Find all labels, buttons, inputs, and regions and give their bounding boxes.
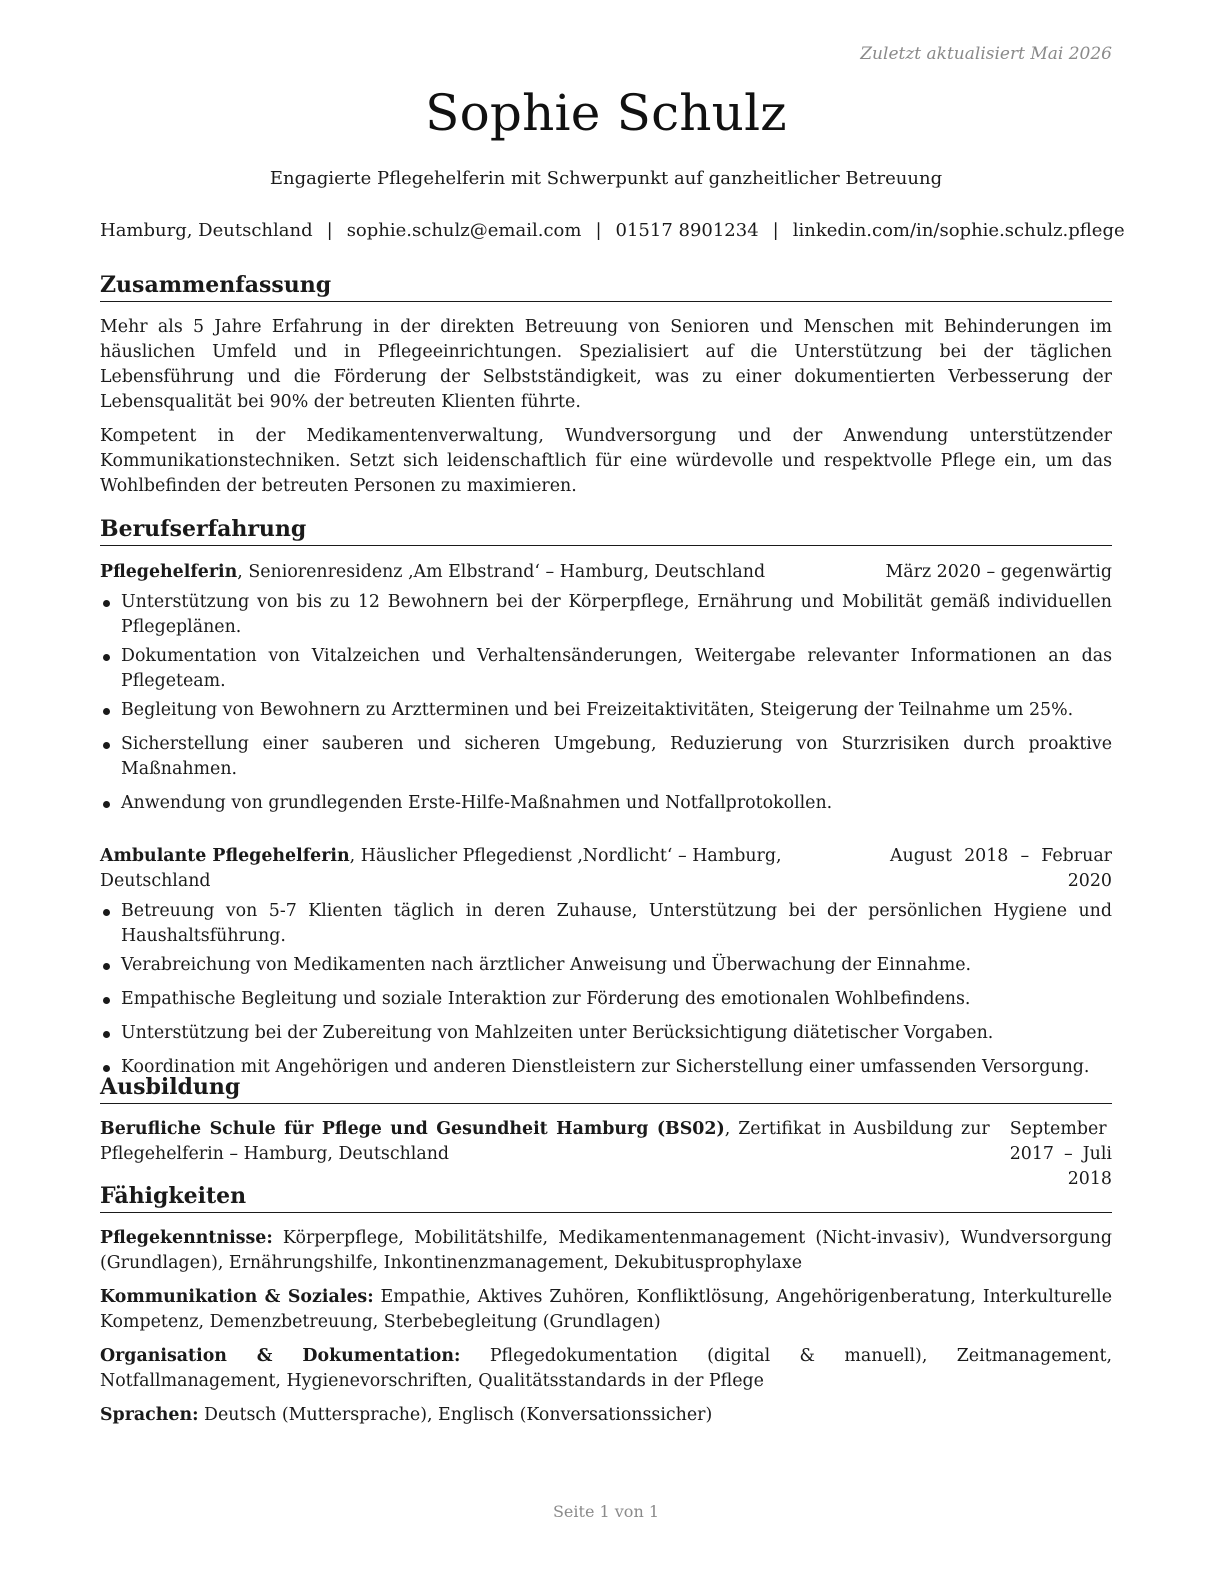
contact-linkedin-link[interactable]: linkedin.com/in/sophie.schulz.pflege [792, 220, 1125, 241]
job-role: Pflegehelferin [100, 562, 238, 582]
summary-section [100, 271, 1112, 499]
job-bullet-list [100, 899, 1112, 1080]
summary-paragraph: Mehr als 5 Jahre Erfahrung in der direkten Betreuung von Senioren und Menschen mit Behinderungen im häuslichen Umfeld und in Pflegeeinrichtungen. Spezialisiert auf die Unterstützung bei der täglichen Lebensführung und die Förderung der Selbstständigkeit, was zu einer dokumentierten Verbesserung der Lebensqualität bei 90% der betreuten Klienten führte. [100, 317, 1112, 412]
skill-group [100, 1226, 1112, 1276]
skill-group-label: Pflegekenntnisse: [100, 1228, 273, 1248]
job-bullet: Anwendung von grundlegenden Erste-Hilfe-Maßnahmen und Notfallprotokollen. [100, 791, 1112, 816]
last-updated-note: Zuletzt aktualisiert Mai 2026 [860, 44, 1112, 64]
contact-separator: | [595, 220, 602, 241]
job-bullet: Begleitung von Bewohnern zu Arztterminen und bei Freizeitaktivitäten, Steigerung der Teilnahme um 25%. [100, 698, 1112, 723]
contact-location: Hamburg, Deutschland [100, 220, 313, 241]
job-header [100, 560, 1112, 585]
job-dates: März 2020 – gegenwärtig [885, 562, 1112, 582]
skill-group [100, 1403, 1112, 1428]
skill-group-label: Sprachen: [100, 1405, 199, 1425]
job-bullet: Verabreichung von Medikamenten nach ärztlicher Anweisung und Überwachung der Einnahme. [100, 953, 1112, 978]
contact-separator: | [326, 220, 333, 241]
skill-group-label: Organisation & Dokumentation: [100, 1346, 461, 1366]
skill-group-text: Empathie, Aktives Zuhören, Konfliktlösung, Angehörigenberatung, Interkulturelle Kompetenz, Demenzbetreuung, Sterbebegleitung (Grundlagen) [100, 1287, 1112, 1332]
skill-group [100, 1344, 1112, 1394]
job-bullet: Betreuung von 5-7 Klienten täglich in deren Zuhause, Unterstützung bei der persönlichen Hygiene und Haushaltsführung. [100, 899, 1112, 949]
skill-group [100, 1285, 1112, 1335]
page-footer: Seite 1 von 1 [552, 1502, 660, 1521]
contact-separator: | [772, 220, 779, 241]
skill-group-label: Kommunikation & Soziales: [100, 1287, 374, 1307]
job-entry [100, 560, 1112, 816]
job-entry [100, 844, 1112, 1080]
section-title-education: Ausbildung [100, 1073, 1112, 1104]
contact-phone[interactable]: 01517 8901234 [615, 220, 759, 241]
job-bullet: Dokumentation von Vitalzeichen und Verhaltensänderungen, Weitergabe relevanter Informationen an das Pflegeteam. [100, 644, 1112, 694]
education-school: Berufliche Schule für Pflege und Gesundheit Hamburg (BS02) [100, 1119, 725, 1139]
job-role: Ambulante Pflegehelferin [100, 846, 350, 866]
job-bullet: Unterstützung von bis zu 12 Bewohnern bei der Körperpflege, Ernährung und Mobilität gemäß individuellen Pflegeplänen. [100, 590, 1112, 640]
candidate-name: Sophie Schulz [425, 84, 787, 142]
job-bullet: Unterstützung bei der Zubereitung von Mahlzeiten unter Berücksichtigung diätetischer Vorgaben. [100, 1021, 1112, 1046]
contact-line [100, 220, 1125, 241]
job-header [100, 844, 1112, 894]
job-employer: , Seniorenresidenz ‚Am Elbstrand‘ – Hamburg, Deutschland [237, 562, 766, 582]
education-dates: September 2017 – Juli 2018 [1009, 1119, 1112, 1189]
education-section [100, 1073, 1112, 1192]
experience-section [100, 515, 1112, 1080]
job-dates: August 2018 – Februar 2020 [889, 846, 1112, 891]
section-title-skills: Fähigkeiten [100, 1182, 1112, 1213]
contact-email-link[interactable]: sophie.schulz@email.com [346, 220, 582, 241]
section-title-experience: Berufserfahrung [100, 515, 1112, 546]
job-bullet-list [100, 590, 1112, 816]
skill-group-text: Pflegedokumentation (digital & manuell), Zeitmanagement, Notfallmanagement, Hygienevorschriften, Qualitätsstandards in der Pflege [100, 1346, 1112, 1391]
summary-paragraph: Kompetent in der Medikamentenverwaltung, Wundversorgung und der Anwendung unterstützender Kommunikationstechniken. Setzt sich leidenschaftlich für eine würdevolle und respektvolle Pflege ein, um das Wohlbefinden der betreuten Personen zu maximieren. [100, 426, 1112, 496]
resume-page [100, 0, 1125, 1584]
section-title-summary: Zusammenfassung [100, 271, 1112, 302]
job-bullet: Sicherstellung einer sauberen und sicheren Umgebung, Reduzierung von Sturzrisiken durch proaktive Maßnahmen. [100, 732, 1112, 782]
job-bullet: Koordination mit Angehörigen und anderen Dienstleistern zur Sicherstellung einer umfassenden Versorgung. [100, 1055, 1112, 1080]
skill-group-text: Deutsch (Muttersprache), Englisch (Konversationssicher) [198, 1405, 713, 1425]
job-employer: , Häuslicher Pflegedienst ‚Nordlicht‘ – Hamburg, Deutschland [100, 846, 782, 891]
candidate-tagline: Engagierte Pflegehelferin mit Schwerpunkt auf ganzheitlicher Betreuung [269, 168, 943, 189]
education-detail: , Zertifikat in Ausbildung zur Pflegehelferin – Hamburg, Deutschland [100, 1119, 990, 1164]
education-entry [100, 1117, 1112, 1192]
skills-section [100, 1182, 1112, 1428]
skill-group-text: Körperpflege, Mobilitätshilfe, Medikamentenmanagement (Nicht-invasiv), Wundversorgung (Grundlagen), Ernährungshilfe, Inkontinenzmanagement, Dekubitusprophylaxe [100, 1228, 1112, 1273]
job-bullet: Empathische Begleitung und soziale Interaktion zur Förderung des emotionalen Wohlbefindens. [100, 987, 1112, 1012]
